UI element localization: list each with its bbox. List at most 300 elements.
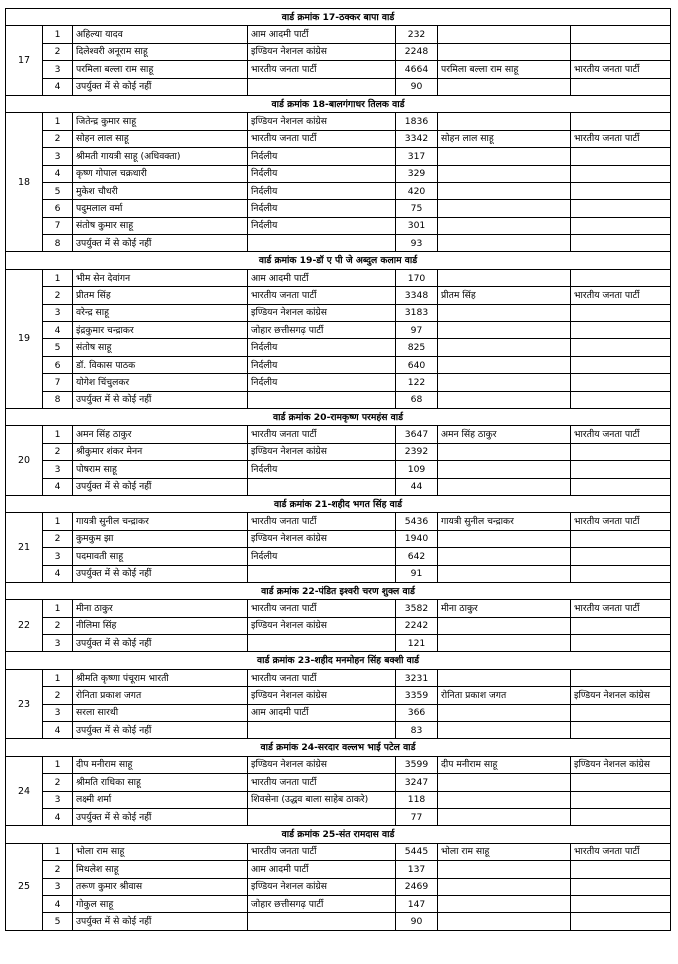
vote-count: 2248 <box>396 43 438 60</box>
vote-count: 1940 <box>396 530 438 547</box>
candidate-row <box>6 182 671 199</box>
winner-party <box>571 635 671 652</box>
winner-name <box>438 304 571 321</box>
winner-party <box>571 26 671 43</box>
candidate-name: कृष्ण गोपाल चक्रधारी <box>73 165 248 182</box>
candidate-row <box>6 130 671 147</box>
candidate-row <box>6 565 671 582</box>
candidate-name: तरूण कुमार श्रीवास <box>73 878 248 895</box>
candidate-name: उपर्युक्त में से कोई नहीं <box>73 391 248 408</box>
serial-number: 4 <box>43 895 73 912</box>
party-name <box>248 913 396 930</box>
candidate-row <box>6 322 671 339</box>
serial-number: 1 <box>43 113 73 130</box>
vote-count: 329 <box>396 165 438 182</box>
winner-party <box>571 548 671 565</box>
ward-header-row <box>6 252 671 269</box>
party-name: भारतीय जनता पार्टी <box>248 426 396 443</box>
candidate-row <box>6 61 671 78</box>
results-sheet <box>5 8 670 931</box>
candidate-name: दीप मनीराम साहू <box>73 756 248 773</box>
candidate-row <box>6 774 671 791</box>
vote-count: 3231 <box>396 669 438 686</box>
candidate-row <box>6 635 671 652</box>
vote-count: 825 <box>396 339 438 356</box>
candidate-name: भोला राम साहू <box>73 843 248 860</box>
party-name: भारतीय जनता पार्टी <box>248 600 396 617</box>
vote-count: 2469 <box>396 878 438 895</box>
winner-name: दीप मनीराम साहू <box>438 756 571 773</box>
party-name: जोहार छत्तीसगढ़ पार्टी <box>248 322 396 339</box>
winner-party <box>571 269 671 286</box>
winner-name <box>438 182 571 199</box>
candidate-row <box>6 304 671 321</box>
party-name: निर्दलीय <box>248 200 396 217</box>
winner-name <box>438 322 571 339</box>
candidate-row <box>6 913 671 930</box>
winner-party <box>571 913 671 930</box>
party-name: निर्दलीय <box>248 165 396 182</box>
ward-number: 24 <box>6 756 43 826</box>
winner-name <box>438 791 571 808</box>
serial-number: 1 <box>43 669 73 686</box>
serial-number: 2 <box>43 617 73 634</box>
candidate-name: उपर्युक्त में से कोई नहीं <box>73 565 248 582</box>
candidate-row <box>6 287 671 304</box>
winner-name <box>438 913 571 930</box>
winner-name: मीना ठाकुर <box>438 600 571 617</box>
winner-party <box>571 722 671 739</box>
candidate-row <box>6 113 671 130</box>
winner-name <box>438 339 571 356</box>
candidate-name: नीलिमा सिंह <box>73 617 248 634</box>
winner-party: भारतीय जनता पार्टी <box>571 426 671 443</box>
winner-party: भारतीय जनता पार्टी <box>571 61 671 78</box>
winner-name <box>438 217 571 234</box>
vote-count: 118 <box>396 791 438 808</box>
ward-title: वार्ड क्रमांक 24-सरदार वल्लभ भाई पटेल वार्ड <box>6 739 671 756</box>
vote-count: 3247 <box>396 774 438 791</box>
serial-number: 4 <box>43 478 73 495</box>
candidate-name: दिलेश्वरी अनूराम साहू <box>73 43 248 60</box>
party-name: भारतीय जनता पार्टी <box>248 513 396 530</box>
party-name <box>248 808 396 825</box>
candidate-row <box>6 756 671 773</box>
serial-number: 7 <box>43 217 73 234</box>
vote-count: 170 <box>396 269 438 286</box>
winner-party <box>571 217 671 234</box>
winner-party <box>571 374 671 391</box>
vote-count: 3582 <box>396 600 438 617</box>
serial-number: 3 <box>43 548 73 565</box>
winner-party <box>571 617 671 634</box>
party-name: निर्दलीय <box>248 148 396 165</box>
winner-party <box>571 148 671 165</box>
winner-party: इण्डियन नेशनल कांग्रेस <box>571 687 671 704</box>
serial-number: 3 <box>43 148 73 165</box>
party-name <box>248 635 396 652</box>
candidate-name: उपर्युक्त में से कोई नहीं <box>73 478 248 495</box>
candidate-name: मिथलेश साहू <box>73 861 248 878</box>
candidate-row <box>6 878 671 895</box>
candidate-name: मीना ठाकुर <box>73 600 248 617</box>
winner-name: भोला राम साहू <box>438 843 571 860</box>
ward-header-row <box>6 495 671 512</box>
ward-header-row <box>6 408 671 425</box>
winner-party <box>571 165 671 182</box>
vote-count: 3359 <box>396 687 438 704</box>
serial-number: 4 <box>43 565 73 582</box>
winner-party: भारतीय जनता पार्टी <box>571 600 671 617</box>
winner-name <box>438 43 571 60</box>
ward-title: वार्ड क्रमांक 18-बालगंगाधर तिलक वार्ड <box>6 95 671 112</box>
candidate-row <box>6 235 671 252</box>
vote-count: 2242 <box>396 617 438 634</box>
candidate-name: उपर्युक्त में से कोई नहीं <box>73 635 248 652</box>
candidate-name: वरेन्द्र साहू <box>73 304 248 321</box>
vote-count: 137 <box>396 861 438 878</box>
winner-name <box>438 478 571 495</box>
serial-number: 2 <box>43 287 73 304</box>
candidate-name: परमिला बल्ला राम साहू <box>73 61 248 78</box>
winner-name <box>438 391 571 408</box>
party-name <box>248 565 396 582</box>
serial-number: 2 <box>43 130 73 147</box>
winner-name <box>438 269 571 286</box>
party-name: भारतीय जनता पार्टी <box>248 843 396 860</box>
winner-name <box>438 26 571 43</box>
serial-number: 3 <box>43 304 73 321</box>
candidate-row <box>6 895 671 912</box>
ward-title: वार्ड क्रमांक 19-डॉ ए पी जे अब्दुल कलाम वार्ड <box>6 252 671 269</box>
party-name: जोहार छत्तीसगढ़ पार्टी <box>248 895 396 912</box>
ward-header-row <box>6 739 671 756</box>
vote-count: 3599 <box>396 756 438 773</box>
vote-count: 91 <box>396 565 438 582</box>
winner-name <box>438 148 571 165</box>
candidate-row <box>6 461 671 478</box>
party-name <box>248 722 396 739</box>
serial-number: 2 <box>43 530 73 547</box>
serial-number: 2 <box>43 687 73 704</box>
winner-party <box>571 339 671 356</box>
vote-count: 77 <box>396 808 438 825</box>
party-name: इण्डियन नेशनल कांग्रेस <box>248 304 396 321</box>
vote-count: 97 <box>396 322 438 339</box>
serial-number: 5 <box>43 182 73 199</box>
candidate-name: इंद्रकुमार चन्द्राकर <box>73 322 248 339</box>
candidate-row <box>6 200 671 217</box>
ward-number: 21 <box>6 513 43 583</box>
candidate-name: श्रीमति राधिका साहू <box>73 774 248 791</box>
winner-name <box>438 617 571 634</box>
serial-number: 1 <box>43 600 73 617</box>
vote-count: 4664 <box>396 61 438 78</box>
winner-party <box>571 895 671 912</box>
ward-header-row <box>6 826 671 843</box>
serial-number: 8 <box>43 391 73 408</box>
serial-number: 3 <box>43 704 73 721</box>
party-name: निर्दलीय <box>248 356 396 373</box>
vote-count: 122 <box>396 374 438 391</box>
serial-number: 1 <box>43 843 73 860</box>
serial-number: 5 <box>43 339 73 356</box>
vote-count: 121 <box>396 635 438 652</box>
candidate-name: जितेन्द्र कुमार साहू <box>73 113 248 130</box>
winner-name <box>438 235 571 252</box>
candidate-row <box>6 43 671 60</box>
serial-number: 1 <box>43 426 73 443</box>
candidate-row <box>6 808 671 825</box>
vote-count: 68 <box>396 391 438 408</box>
serial-number: 3 <box>43 635 73 652</box>
ward-number: 23 <box>6 669 43 739</box>
candidate-row <box>6 165 671 182</box>
candidate-row <box>6 269 671 286</box>
winner-party <box>571 356 671 373</box>
candidate-row <box>6 478 671 495</box>
party-name: निर्दलीय <box>248 182 396 199</box>
ward-title: वार्ड क्रमांक 20-रामकृष्ण परमहंस वार्ड <box>6 408 671 425</box>
serial-number: 8 <box>43 235 73 252</box>
ward-number: 17 <box>6 26 43 96</box>
winner-party <box>571 113 671 130</box>
vote-count: 3647 <box>396 426 438 443</box>
candidate-row <box>6 391 671 408</box>
vote-count: 44 <box>396 478 438 495</box>
party-name: निर्दलीय <box>248 339 396 356</box>
serial-number: 4 <box>43 322 73 339</box>
winner-name <box>438 113 571 130</box>
winner-party <box>571 43 671 60</box>
winner-name <box>438 565 571 582</box>
candidate-name: श्रीकुमार शंकर मेनन <box>73 443 248 460</box>
winner-name <box>438 861 571 878</box>
winner-name <box>438 635 571 652</box>
winner-party <box>571 391 671 408</box>
candidate-row <box>6 600 671 617</box>
party-name: इण्डियन नेशनल कांग्रेस <box>248 530 396 547</box>
candidate-row <box>6 843 671 860</box>
party-name: भारतीय जनता पार्टी <box>248 287 396 304</box>
candidate-name: श्रीमती गायत्री साहू (अधिवक्ता) <box>73 148 248 165</box>
candidate-name: लक्ष्मी शर्मा <box>73 791 248 808</box>
serial-number: 1 <box>43 26 73 43</box>
candidate-name: उपर्युक्त में से कोई नहीं <box>73 913 248 930</box>
winner-name <box>438 722 571 739</box>
candidate-row <box>6 530 671 547</box>
winner-name <box>438 669 571 686</box>
winner-name <box>438 356 571 373</box>
vote-count: 147 <box>396 895 438 912</box>
ward-number: 22 <box>6 600 43 652</box>
winner-name: रोनिता प्रकाश जगत <box>438 687 571 704</box>
party-name: इण्डियन नेशनल कांग्रेस <box>248 687 396 704</box>
winner-party <box>571 774 671 791</box>
candidate-name: उपर्युक्त में से कोई नहीं <box>73 78 248 95</box>
candidate-row <box>6 78 671 95</box>
candidate-row <box>6 513 671 530</box>
winner-name <box>438 530 571 547</box>
vote-count: 640 <box>396 356 438 373</box>
party-name: आम आदमी पार्टी <box>248 269 396 286</box>
winner-party: भारतीय जनता पार्टी <box>571 287 671 304</box>
winner-name <box>438 878 571 895</box>
candidate-row <box>6 791 671 808</box>
candidate-row <box>6 687 671 704</box>
party-name <box>248 78 396 95</box>
candidate-name: डॉ. विकास पाठक <box>73 356 248 373</box>
vote-count: 3183 <box>396 304 438 321</box>
party-name: शिवसेना (उद्धव बाला साहेब ठाकरे) <box>248 791 396 808</box>
ward-header-row <box>6 652 671 669</box>
party-name: निर्दलीय <box>248 217 396 234</box>
candidate-name: गोकुल साहू <box>73 895 248 912</box>
vote-count: 420 <box>396 182 438 199</box>
winner-party <box>571 478 671 495</box>
candidate-name: सरला सारथी <box>73 704 248 721</box>
serial-number: 4 <box>43 722 73 739</box>
vote-count: 3348 <box>396 287 438 304</box>
serial-number: 3 <box>43 61 73 78</box>
winner-name <box>438 895 571 912</box>
party-name <box>248 391 396 408</box>
winner-name: अमन सिंह ठाकुर <box>438 426 571 443</box>
party-name: निर्दलीय <box>248 548 396 565</box>
candidate-name: अमन सिंह ठाकुर <box>73 426 248 443</box>
winner-name <box>438 443 571 460</box>
winner-party <box>571 461 671 478</box>
serial-number: 2 <box>43 43 73 60</box>
winner-party: भारतीय जनता पार्टी <box>571 843 671 860</box>
vote-count: 317 <box>396 148 438 165</box>
candidate-name: रोनिता प्रकाश जगत <box>73 687 248 704</box>
candidate-name: पदमावती साहू <box>73 548 248 565</box>
vote-count: 83 <box>396 722 438 739</box>
candidate-name: पोषराम साहू <box>73 461 248 478</box>
candidate-row <box>6 443 671 460</box>
winner-name <box>438 461 571 478</box>
winner-party <box>571 182 671 199</box>
candidate-name: सोहन लाल साहू <box>73 130 248 147</box>
vote-count: 3342 <box>396 130 438 147</box>
candidate-name: प्रीतम सिंह <box>73 287 248 304</box>
winner-name <box>438 374 571 391</box>
candidate-name: उपर्युक्त में से कोई नहीं <box>73 235 248 252</box>
candidate-name: श्रीमति कृष्णा पंचूराम भारती <box>73 669 248 686</box>
winner-name <box>438 774 571 791</box>
winner-party <box>571 235 671 252</box>
serial-number: 3 <box>43 791 73 808</box>
serial-number: 3 <box>43 461 73 478</box>
serial-number: 6 <box>43 200 73 217</box>
party-name: इण्डियन नेशनल कांग्रेस <box>248 617 396 634</box>
serial-number: 2 <box>43 443 73 460</box>
ward-title: वार्ड क्रमांक 23-शहीद मनमोहन सिंह बक्शी वार्ड <box>6 652 671 669</box>
winner-name: परमिला बल्ला राम साहू <box>438 61 571 78</box>
winner-name <box>438 200 571 217</box>
winner-name <box>438 808 571 825</box>
party-name: इण्डियन नेशनल कांग्रेस <box>248 756 396 773</box>
winner-name: सोहन लाल साहू <box>438 130 571 147</box>
winner-party <box>571 669 671 686</box>
winner-party <box>571 565 671 582</box>
party-name: निर्दलीय <box>248 374 396 391</box>
vote-count: 75 <box>396 200 438 217</box>
serial-number: 2 <box>43 774 73 791</box>
vote-count: 5436 <box>396 513 438 530</box>
serial-number: 3 <box>43 878 73 895</box>
serial-number: 1 <box>43 269 73 286</box>
serial-number: 5 <box>43 913 73 930</box>
serial-number: 1 <box>43 513 73 530</box>
ward-number: 20 <box>6 426 43 496</box>
winner-party <box>571 322 671 339</box>
vote-count: 109 <box>396 461 438 478</box>
candidate-row <box>6 148 671 165</box>
party-name: इण्डियन नेशनल कांग्रेस <box>248 443 396 460</box>
candidate-name: योगेश चिंचुलकर <box>73 374 248 391</box>
serial-number: 1 <box>43 756 73 773</box>
winner-name <box>438 165 571 182</box>
candidate-name: अहिल्या यादव <box>73 26 248 43</box>
winner-name <box>438 704 571 721</box>
ward-title: वार्ड क्रमांक 25-संत रामदास वार्ड <box>6 826 671 843</box>
ward-title: वार्ड क्रमांक 21-शहीद भगत सिंह वार्ड <box>6 495 671 512</box>
ward-results-table <box>5 8 671 931</box>
candidate-row <box>6 704 671 721</box>
ward-header-row <box>6 95 671 112</box>
serial-number: 2 <box>43 861 73 878</box>
ward-title: वार्ड क्रमांक 22-पंडित इश्वरी चरण शुक्ल वार्ड <box>6 582 671 599</box>
vote-count: 90 <box>396 913 438 930</box>
party-name: आम आदमी पार्टी <box>248 26 396 43</box>
winner-name <box>438 548 571 565</box>
candidate-row <box>6 617 671 634</box>
candidate-name: मुकेश चौधरी <box>73 182 248 199</box>
winner-party <box>571 808 671 825</box>
party-name <box>248 235 396 252</box>
party-name: भारतीय जनता पार्टी <box>248 669 396 686</box>
serial-number: 6 <box>43 356 73 373</box>
party-name: भारतीय जनता पार्टी <box>248 130 396 147</box>
party-name: भारतीय जनता पार्टी <box>248 61 396 78</box>
winner-party <box>571 443 671 460</box>
winner-party <box>571 704 671 721</box>
party-name: इण्डियन नेशनल कांग्रेस <box>248 113 396 130</box>
candidate-row <box>6 548 671 565</box>
vote-count: 642 <box>396 548 438 565</box>
winner-party <box>571 78 671 95</box>
party-name: भारतीय जनता पार्टी <box>248 774 396 791</box>
ward-title: वार्ड क्रमांक 17-ठक्कर बापा वार्ड <box>6 9 671 26</box>
winner-name: गायत्री सुनील चन्द्राकर <box>438 513 571 530</box>
candidate-row <box>6 26 671 43</box>
winner-party <box>571 791 671 808</box>
winner-party: भारतीय जनता पार्टी <box>571 513 671 530</box>
party-name: आम आदमी पार्टी <box>248 861 396 878</box>
candidate-row <box>6 356 671 373</box>
candidate-name: संतोष कुमार साहू <box>73 217 248 234</box>
serial-number: 4 <box>43 78 73 95</box>
vote-count: 301 <box>396 217 438 234</box>
candidate-row <box>6 374 671 391</box>
party-name: आम आदमी पार्टी <box>248 704 396 721</box>
ward-number: 25 <box>6 843 43 930</box>
candidate-row <box>6 339 671 356</box>
party-name: इण्डियन नेशनल कांग्रेस <box>248 878 396 895</box>
winner-party <box>571 861 671 878</box>
